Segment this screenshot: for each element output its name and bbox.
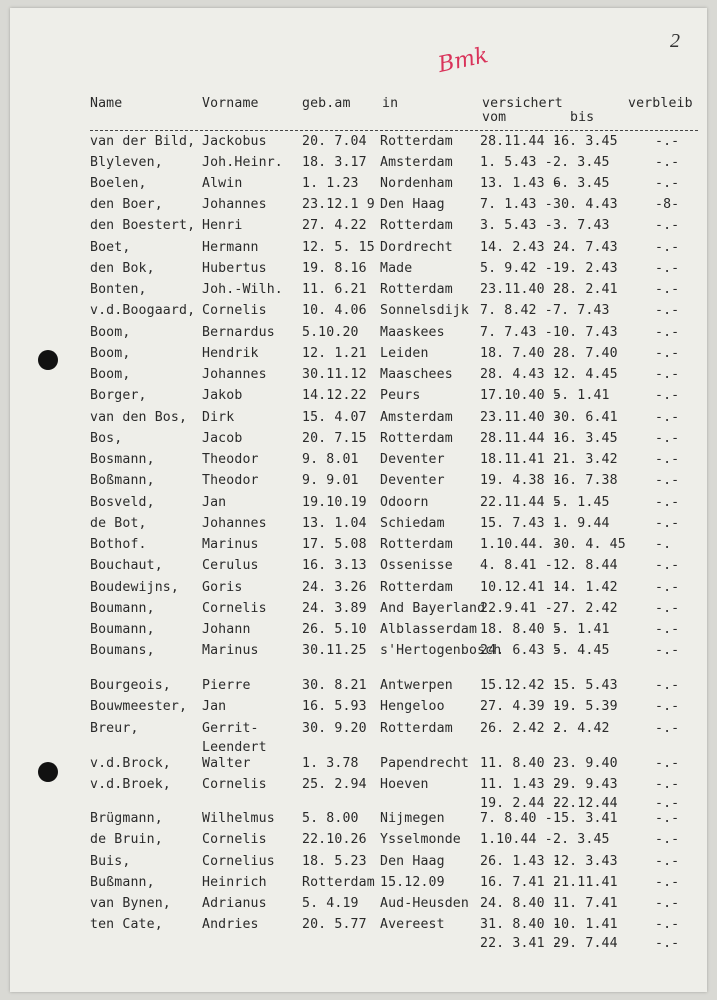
header-versichert: versichert <box>482 96 563 111</box>
row-place: Den Haag <box>380 854 445 869</box>
row-vorname: Cornelis <box>202 777 267 792</box>
row-geb-am: 30. 9.20 <box>302 721 367 736</box>
row-insured-from: 22.11.44 - <box>480 495 561 510</box>
row-name: Boom, <box>90 367 131 382</box>
row-geb-am: 30.11.12 <box>302 367 367 382</box>
document-page <box>10 8 707 992</box>
row-geb-am: 5.10.20 <box>302 325 359 340</box>
row-vorname: Johannes <box>202 367 267 382</box>
row-name: Boumann, <box>90 622 155 637</box>
header-verbleib: verbleib <box>628 96 693 111</box>
row-place: Aud-Heusden <box>380 896 469 911</box>
row-whereabouts: -.- <box>655 155 680 170</box>
row-insured-until: 14. 1.42 <box>553 580 618 595</box>
row-name: ten Cate, <box>90 917 163 932</box>
row-whereabouts: -.- <box>655 410 680 425</box>
row-name: Brügmann, <box>90 811 163 826</box>
row-place: Deventer <box>380 473 445 488</box>
row-name: Boet, <box>90 240 131 255</box>
row-name: van den Bos, <box>90 410 188 425</box>
row-vorname: Walter <box>202 756 251 771</box>
row-place: Ysselmonde <box>380 832 461 847</box>
row-place: Hengeloo <box>380 699 445 714</box>
row-whereabouts: -.- <box>655 580 680 595</box>
row-whereabouts: -8- <box>655 197 680 212</box>
row-geb-am: 27. 4.22 <box>302 218 367 233</box>
row-insured-until: 12. 3.43 <box>553 854 618 869</box>
row-insured-until: 10. 7.43 <box>553 325 618 340</box>
row-vorname: Jackobus <box>202 134 267 149</box>
row-name: Bouchaut, <box>90 558 163 573</box>
row-geb-am: 14.12.22 <box>302 388 367 403</box>
row-place: Maaskees <box>380 325 445 340</box>
row-insured-until: 28. 2.41 <box>553 282 618 297</box>
header-bis: bis <box>570 110 595 125</box>
row-vorname: Marinus <box>202 643 259 658</box>
row-whereabouts: -.- <box>655 917 680 932</box>
header-in: in <box>382 96 399 111</box>
row-geb-am: 30.11.25 <box>302 643 367 658</box>
row-insured-from: 28.11.44 - <box>480 134 561 149</box>
row-place: And Bayerland <box>380 601 486 616</box>
row-name: v.d.Boogaard, <box>90 303 196 318</box>
row-insured-until: 16. 3.45 <box>553 431 618 446</box>
row-name: Bußmann, <box>90 875 155 890</box>
row-insured-from: 26. 1.43 - <box>480 854 561 869</box>
row-vorname: Hendrik <box>202 346 259 361</box>
row-place: Rotterdam <box>380 721 453 736</box>
row-insured-until: 15. 3.41 <box>553 811 618 826</box>
row-insured-until: 2. 3.45 <box>553 832 610 847</box>
row-insured-until: 23. 9.40 <box>553 756 618 771</box>
punch-hole <box>38 762 58 782</box>
row-insured-until: 21.11.41 <box>553 875 618 890</box>
row-place: 15.12.09 <box>380 875 445 890</box>
row-geb-am: 25. 2.94 <box>302 777 367 792</box>
row-geb-am: 12. 5. 15 <box>302 240 375 255</box>
row-insured-until: 19. 2.43 <box>553 261 618 276</box>
row-vorname: Cornelius <box>202 854 275 869</box>
row-place: Sonnelsdijk <box>380 303 469 318</box>
row-insured-from-2: 22. 3.41 - <box>480 936 561 951</box>
row-insured-until: 28. 7.40 <box>553 346 618 361</box>
row-whereabouts: -.- <box>655 854 680 869</box>
row-vorname: Marinus <box>202 537 259 552</box>
row-whereabouts: -.- <box>655 678 680 693</box>
row-whereabouts: -.- <box>655 282 680 297</box>
row-insured-until: 29. 9.43 <box>553 777 618 792</box>
row-geb-am: 10. 4.06 <box>302 303 367 318</box>
row-place: Amsterdam <box>380 155 453 170</box>
row-whereabouts-2: -.- <box>655 796 680 811</box>
row-whereabouts: -.- <box>655 303 680 318</box>
row-geb-am: 23.12.1 9 <box>302 197 375 212</box>
row-insured-from: 22.9.41 - <box>480 601 553 616</box>
row-place: Made <box>380 261 413 276</box>
row-geb-am: 1. 3.78 <box>302 756 359 771</box>
row-geb-am: 19.10.19 <box>302 495 367 510</box>
row-place: Den Haag <box>380 197 445 212</box>
row-insured-from: 13. 1.43 - <box>480 176 561 191</box>
row-whereabouts: -.- <box>655 896 680 911</box>
row-place: Rotterdam <box>380 218 453 233</box>
row-insured-until-2: 22.12.44 <box>553 796 618 811</box>
row-vorname: Joh.Heinr. <box>202 155 283 170</box>
row-whereabouts: -.- <box>655 516 680 531</box>
row-name: van Bynen, <box>90 896 171 911</box>
row-place: Hoeven <box>380 777 429 792</box>
row-insured-from: 3. 5.43 - <box>480 218 553 233</box>
row-insured-from: 11. 8.40 - <box>480 756 561 771</box>
row-name: van der Bild, <box>90 134 196 149</box>
row-name: Breur, <box>90 721 139 736</box>
row-place: Schiedam <box>380 516 445 531</box>
row-geb-am: 20. 7.04 <box>302 134 367 149</box>
row-vorname: Jakob <box>202 388 243 403</box>
row-insured-until: 30. 6.41 <box>553 410 618 425</box>
row-place: Nijmegen <box>380 811 445 826</box>
row-name: Boumans, <box>90 643 155 658</box>
header-vom: vom <box>482 110 507 125</box>
row-place: Dordrecht <box>380 240 453 255</box>
row-place: Rotterdam <box>380 431 453 446</box>
row-vorname: Johannes <box>202 516 267 531</box>
row-insured-from-2: 19. 2.44 - <box>480 796 561 811</box>
row-geb-am: 18. 5.23 <box>302 854 367 869</box>
row-name: Bouwmeester, <box>90 699 188 714</box>
header-name: Name <box>90 96 123 111</box>
row-name: de Bruin, <box>90 832 163 847</box>
row-geb-am: 19. 8.16 <box>302 261 367 276</box>
row-name: Boelen, <box>90 176 147 191</box>
row-name: Boom, <box>90 346 131 361</box>
row-place: Alblasserdam <box>380 622 478 637</box>
row-name: Bosmann, <box>90 452 155 467</box>
row-name: Bonten, <box>90 282 147 297</box>
row-whereabouts: -.- <box>655 643 680 658</box>
row-insured-from: 18. 7.40 - <box>480 346 561 361</box>
row-geb-am: 20. 5.77 <box>302 917 367 932</box>
row-name: Borger, <box>90 388 147 403</box>
row-insured-until: 5. 1.41 <box>553 622 610 637</box>
row-geb-am: 12. 1.21 <box>302 346 367 361</box>
row-place: Ossenisse <box>380 558 453 573</box>
row-insured-from: 10.12.41 - <box>480 580 561 595</box>
row-whereabouts: -.- <box>655 622 680 637</box>
row-insured-from: 28. 4.43 - <box>480 367 561 382</box>
row-insured-from: 11. 1.43 - <box>480 777 561 792</box>
row-insured-until: 30. 4.43 <box>553 197 618 212</box>
row-insured-from: 15. 7.43 - <box>480 516 561 531</box>
row-vorname: Henri <box>202 218 243 233</box>
row-vorname: Adrianus <box>202 896 267 911</box>
row-geb-am: 11. 6.21 <box>302 282 367 297</box>
row-place: Maaschees <box>380 367 453 382</box>
row-insured-until: 15. 5.43 <box>553 678 618 693</box>
row-name: de Bot, <box>90 516 147 531</box>
row-insured-from: 7. 1.43 - <box>480 197 553 212</box>
row-name: Boudewijns, <box>90 580 179 595</box>
row-vorname: Theodor <box>202 473 259 488</box>
row-vorname-cont: Leendert <box>202 740 267 755</box>
row-geb-am: 24. 3.26 <box>302 580 367 595</box>
row-geb-am: 1. 1.23 <box>302 176 359 191</box>
row-place: Deventer <box>380 452 445 467</box>
row-whereabouts: -.- <box>655 495 680 510</box>
row-geb-am: 18. 3.17 <box>302 155 367 170</box>
row-whereabouts: -.- <box>655 431 680 446</box>
row-vorname: Jan <box>202 495 227 510</box>
row-name: Boßmann, <box>90 473 155 488</box>
row-vorname: Joh.-Wilh. <box>202 282 283 297</box>
row-geb-am: 30. 8.21 <box>302 678 367 693</box>
row-insured-from: 1.10.44. - <box>480 537 561 552</box>
row-insured-until: 16. 3.45 <box>553 134 618 149</box>
row-geb-am: 20. 7.15 <box>302 431 367 446</box>
row-place: Peurs <box>380 388 421 403</box>
row-insured-from: 4. 8.41 - <box>480 558 553 573</box>
row-insured-until: 2. 3.45 <box>553 155 610 170</box>
row-insured-from: 7. 7.43 - <box>480 325 553 340</box>
row-vorname: Theodor <box>202 452 259 467</box>
row-geb-am: 16. 5.93 <box>302 699 367 714</box>
row-insured-from: 7. 8.42 - <box>480 303 553 318</box>
row-geb-am: Rotterdam <box>302 875 375 890</box>
row-insured-until: 12. 4.45 <box>553 367 618 382</box>
row-insured-until: 30. 4. 45 <box>553 537 626 552</box>
row-place: Rotterdam <box>380 580 453 595</box>
row-geb-am: 22.10.26 <box>302 832 367 847</box>
row-insured-from: 14. 2.43 - <box>480 240 561 255</box>
row-insured-from: 1. 5.43 - <box>480 155 553 170</box>
punch-hole <box>38 350 58 370</box>
row-insured-from: 19. 4.38 - <box>480 473 561 488</box>
row-whereabouts: -.- <box>655 699 680 714</box>
row-vorname: Wilhelmus <box>202 811 275 826</box>
row-place: Rotterdam <box>380 134 453 149</box>
row-insured-until: 1. 9.44 <box>553 516 610 531</box>
row-insured-from: 26. 2.42 - <box>480 721 561 736</box>
row-whereabouts: -. <box>655 537 672 552</box>
row-insured-from: 15.12.42 - <box>480 678 561 693</box>
row-name: Blyleven, <box>90 155 163 170</box>
row-vorname: Alwin <box>202 176 243 191</box>
row-place: Rotterdam <box>380 282 453 297</box>
row-vorname: Cerulus <box>202 558 259 573</box>
row-whereabouts: -.- <box>655 176 680 191</box>
row-insured-from: 24. 8.40 - <box>480 896 561 911</box>
row-place: Avereest <box>380 917 445 932</box>
row-whereabouts: -.- <box>655 367 680 382</box>
row-insured-until-2: 29. 7.44 <box>553 936 618 951</box>
row-insured-from: 1.10.44 - <box>480 832 553 847</box>
row-whereabouts: -.- <box>655 756 680 771</box>
row-vorname: Johann <box>202 622 251 637</box>
row-whereabouts: -.- <box>655 325 680 340</box>
row-vorname: Jan <box>202 699 227 714</box>
row-place: Odoorn <box>380 495 429 510</box>
row-vorname: Jacob <box>202 431 243 446</box>
row-insured-until: 19. 5.39 <box>553 699 618 714</box>
row-insured-from: 18. 8.40 - <box>480 622 561 637</box>
row-whereabouts: -.- <box>655 721 680 736</box>
row-geb-am: 9. 9.01 <box>302 473 359 488</box>
row-insured-until: 12. 8.44 <box>553 558 618 573</box>
row-whereabouts: -.- <box>655 832 680 847</box>
row-insured-from: 5. 9.42 - <box>480 261 553 276</box>
row-geb-am: 5. 8.00 <box>302 811 359 826</box>
row-whereabouts: -.- <box>655 558 680 573</box>
row-name: den Bok, <box>90 261 155 276</box>
row-vorname: Pierre <box>202 678 251 693</box>
row-geb-am: 13. 1.04 <box>302 516 367 531</box>
row-geb-am: 17. 5.08 <box>302 537 367 552</box>
row-vorname: Bernardus <box>202 325 275 340</box>
row-insured-until: 10. 1.41 <box>553 917 618 932</box>
handwritten-stamp: Bmk <box>435 43 491 78</box>
row-vorname: Hubertus <box>202 261 267 276</box>
row-insured-from: 16. 7.41 - <box>480 875 561 890</box>
row-place: Antwerpen <box>380 678 453 693</box>
row-vorname: Dirk <box>202 410 235 425</box>
row-insured-from: 24. 6.43 - <box>480 643 561 658</box>
row-name: v.d.Broek, <box>90 777 171 792</box>
row-whereabouts: -.- <box>655 240 680 255</box>
header-vorname: Vorname <box>202 96 259 111</box>
row-insured-from: 23.11.40 - <box>480 410 561 425</box>
row-insured-until: 21. 3.42 <box>553 452 618 467</box>
row-whereabouts: -.- <box>655 811 680 826</box>
row-name: Bothof. <box>90 537 147 552</box>
row-name: den Boer, <box>90 197 163 212</box>
row-name: Buis, <box>90 854 131 869</box>
row-insured-until: 6. 3.45 <box>553 176 610 191</box>
row-place: Leiden <box>380 346 429 361</box>
row-whereabouts: -.- <box>655 601 680 616</box>
row-insured-from: 28.11.44 - <box>480 431 561 446</box>
row-geb-am: 16. 3.13 <box>302 558 367 573</box>
row-whereabouts: -.- <box>655 388 680 403</box>
row-whereabouts-2: -.- <box>655 936 680 951</box>
row-whereabouts: -.- <box>655 875 680 890</box>
row-vorname: Cornelis <box>202 832 267 847</box>
row-insured-from: 23.11.40 - <box>480 282 561 297</box>
row-whereabouts: -.- <box>655 218 680 233</box>
row-insured-until: 5. 1.45 <box>553 495 610 510</box>
row-whereabouts: -.- <box>655 473 680 488</box>
row-whereabouts: -.- <box>655 452 680 467</box>
row-insured-until: 11. 7.41 <box>553 896 618 911</box>
row-whereabouts: -.- <box>655 134 680 149</box>
row-vorname: Johannes <box>202 197 267 212</box>
row-whereabouts: -.- <box>655 261 680 276</box>
row-insured-until: 3. 7.43 <box>553 218 610 233</box>
row-insured-until: 2. 4.42 <box>553 721 610 736</box>
row-insured-until: 5. 4.45 <box>553 643 610 658</box>
row-geb-am: 5. 4.19 <box>302 896 359 911</box>
row-vorname: Cornelis <box>202 303 267 318</box>
row-geb-am: 9. 8.01 <box>302 452 359 467</box>
page-number: 2 <box>670 30 680 52</box>
row-vorname: Heinrich <box>202 875 267 890</box>
row-name: Bourgeois, <box>90 678 171 693</box>
row-insured-from: 31. 8.40 - <box>480 917 561 932</box>
row-vorname: Hermann <box>202 240 259 255</box>
row-place: Amsterdam <box>380 410 453 425</box>
row-geb-am: 15. 4.07 <box>302 410 367 425</box>
row-vorname: Gerrit- <box>202 721 259 736</box>
row-insured-from: 27. 4.39 - <box>480 699 561 714</box>
row-name: Boom, <box>90 325 131 340</box>
row-place: Rotterdam <box>380 537 453 552</box>
header-rule <box>90 130 698 131</box>
row-name: Boumann, <box>90 601 155 616</box>
row-vorname: Goris <box>202 580 243 595</box>
row-geb-am: 26. 5.10 <box>302 622 367 637</box>
row-insured-from: 18.11.41 - <box>480 452 561 467</box>
row-insured-until: 24. 7.43 <box>553 240 618 255</box>
row-place: Papendrecht <box>380 756 469 771</box>
row-place: s'Hertogenbosch <box>380 643 502 658</box>
row-geb-am: 24. 3.89 <box>302 601 367 616</box>
row-insured-from: 7. 8.40 - <box>480 811 553 826</box>
row-whereabouts: -.- <box>655 777 680 792</box>
row-name: v.d.Brock, <box>90 756 171 771</box>
row-vorname: Andries <box>202 917 259 932</box>
row-insured-until: 7. 7.43 <box>553 303 610 318</box>
row-insured-from: 17.10.40 - <box>480 388 561 403</box>
row-insured-until: 16. 7.38 <box>553 473 618 488</box>
header-geb-am: geb.am <box>302 96 351 111</box>
row-whereabouts: -.- <box>655 346 680 361</box>
row-name: den Boestert, <box>90 218 196 233</box>
table-header <box>90 86 700 128</box>
row-vorname: Cornelis <box>202 601 267 616</box>
row-name: Bos, <box>90 431 123 446</box>
row-insured-until: 5. 1.41 <box>553 388 610 403</box>
row-place: Nordenham <box>380 176 453 191</box>
row-insured-until: 27. 2.42 <box>553 601 618 616</box>
row-name: Bosveld, <box>90 495 155 510</box>
